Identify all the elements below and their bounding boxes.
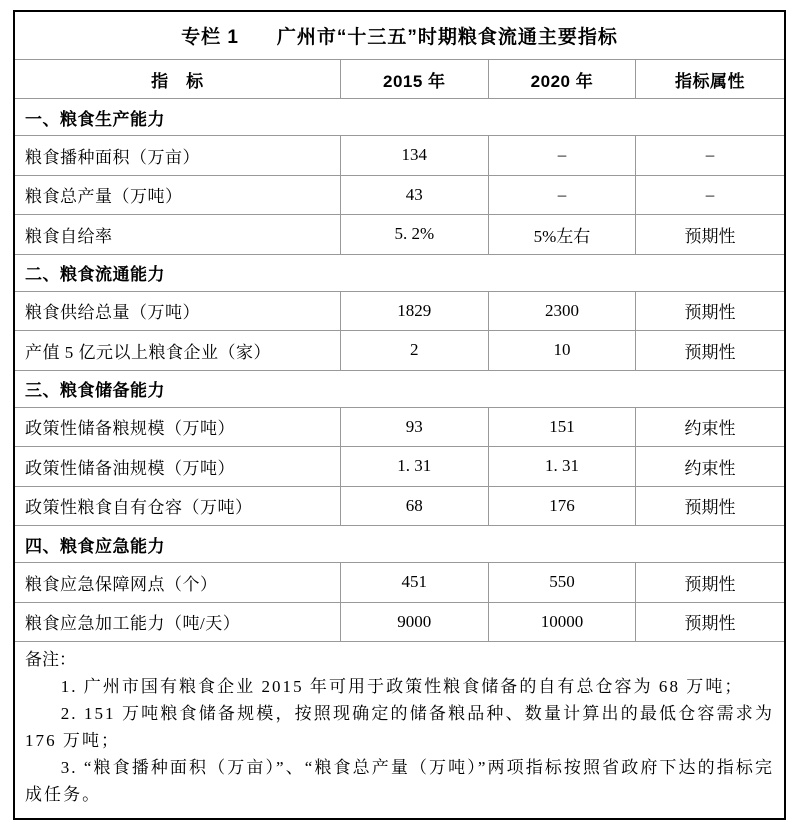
table-row bbox=[15, 486, 784, 526]
value-2015-cell: 451 bbox=[340, 563, 488, 603]
value-2020-cell: – bbox=[488, 175, 635, 215]
section-heading-row bbox=[15, 254, 784, 291]
table-title-text: 广州市“十三五”时期粮食流通主要指标 bbox=[276, 27, 618, 48]
section-heading-circulation: 二、粮食流通能力 bbox=[15, 254, 784, 291]
table-row bbox=[15, 447, 784, 487]
attribute-cell: 预期性 bbox=[636, 215, 784, 255]
notes-section bbox=[15, 642, 784, 818]
table-row bbox=[15, 331, 784, 371]
note-item-3: 3. “粮食播种面积（万亩）”、“粮食总产量（万吨）”两项指标按照省政府下达的指标完成任务。 bbox=[25, 758, 774, 804]
table-row bbox=[15, 291, 784, 331]
indicator-table bbox=[15, 60, 784, 642]
attribute-cell: – bbox=[636, 175, 784, 215]
table-row bbox=[15, 215, 784, 255]
value-2020-cell: 550 bbox=[488, 563, 635, 603]
table-title bbox=[15, 12, 784, 60]
attribute-cell: 预期性 bbox=[636, 602, 784, 642]
value-2015-cell: 134 bbox=[340, 136, 488, 176]
value-2015-cell: 5. 2% bbox=[340, 215, 488, 255]
col-header-attribute: 指标属性 bbox=[636, 60, 784, 99]
section-heading-row bbox=[15, 526, 784, 563]
attribute-cell: 预期性 bbox=[636, 331, 784, 371]
indicator-name-cell: 政策性储备油规模（万吨） bbox=[15, 447, 340, 487]
indicator-table-panel bbox=[13, 10, 786, 820]
notes-label: 备注： bbox=[25, 650, 76, 669]
table-row bbox=[15, 175, 784, 215]
attribute-cell: 约束性 bbox=[636, 407, 784, 447]
value-2020-cell: 10 bbox=[488, 331, 635, 371]
attribute-cell: 预期性 bbox=[636, 486, 784, 526]
section-heading-production: 一、粮食生产能力 bbox=[15, 99, 784, 136]
section-heading-emergency: 四、粮食应急能力 bbox=[15, 526, 784, 563]
section-heading-row bbox=[15, 370, 784, 407]
table-title-label: 专栏 1 bbox=[181, 27, 239, 48]
indicator-name-cell: 粮食自给率 bbox=[15, 215, 340, 255]
table-row bbox=[15, 136, 784, 176]
attribute-cell: 约束性 bbox=[636, 447, 784, 487]
value-2020-cell: – bbox=[488, 136, 635, 176]
col-header-2015: 2015 年 bbox=[340, 60, 488, 99]
attribute-cell: 预期性 bbox=[636, 563, 784, 603]
value-2015-cell: 1. 31 bbox=[340, 447, 488, 487]
section-heading-reserve: 三、粮食储备能力 bbox=[15, 370, 784, 407]
value-2015-cell: 2 bbox=[340, 331, 488, 371]
indicator-name-cell: 政策性粮食自有仓容（万吨） bbox=[15, 486, 340, 526]
table-row bbox=[15, 602, 784, 642]
attribute-cell: – bbox=[636, 136, 784, 176]
table-row bbox=[15, 407, 784, 447]
indicator-name-cell: 粮食应急加工能力（吨/天） bbox=[15, 602, 340, 642]
note-item-1: 1. 广州市国有粮食企业 2015 年可用于政策性粮食储备的自有总仓容为 68 万吨； bbox=[60, 677, 744, 696]
section-heading-row bbox=[15, 99, 784, 136]
value-2015-cell: 43 bbox=[340, 175, 488, 215]
value-2015-cell: 68 bbox=[340, 486, 488, 526]
indicator-name-cell: 粮食播种面积（万亩） bbox=[15, 136, 340, 176]
indicator-name-cell: 产值 5 亿元以上粮食企业（家） bbox=[15, 331, 340, 371]
value-2015-cell: 93 bbox=[340, 407, 488, 447]
value-2020-cell: 5%左右 bbox=[488, 215, 635, 255]
value-2020-cell: 10000 bbox=[488, 602, 635, 642]
table-row bbox=[15, 563, 784, 603]
value-2020-cell: 176 bbox=[488, 486, 635, 526]
col-header-2020: 2020 年 bbox=[488, 60, 635, 99]
value-2015-cell: 9000 bbox=[340, 602, 488, 642]
note-item-2: 2. 151 万吨粮食储备规模，按照现确定的储备粮品种、数量计算出的最低仓容需求为 176 万吨； bbox=[25, 704, 774, 750]
value-2015-cell: 1829 bbox=[340, 291, 488, 331]
attribute-cell: 预期性 bbox=[636, 291, 784, 331]
indicator-name-cell: 粮食总产量（万吨） bbox=[15, 175, 340, 215]
header-row bbox=[15, 60, 784, 99]
indicator-name-cell: 粮食应急保障网点（个） bbox=[15, 563, 340, 603]
value-2020-cell: 2300 bbox=[488, 291, 635, 331]
indicator-name-cell: 粮食供给总量（万吨） bbox=[15, 291, 340, 331]
indicator-name-cell: 政策性储备粮规模（万吨） bbox=[15, 407, 340, 447]
value-2020-cell: 151 bbox=[488, 407, 635, 447]
value-2020-cell: 1. 31 bbox=[488, 447, 635, 487]
col-header-indicator: 指 标 bbox=[15, 60, 340, 99]
